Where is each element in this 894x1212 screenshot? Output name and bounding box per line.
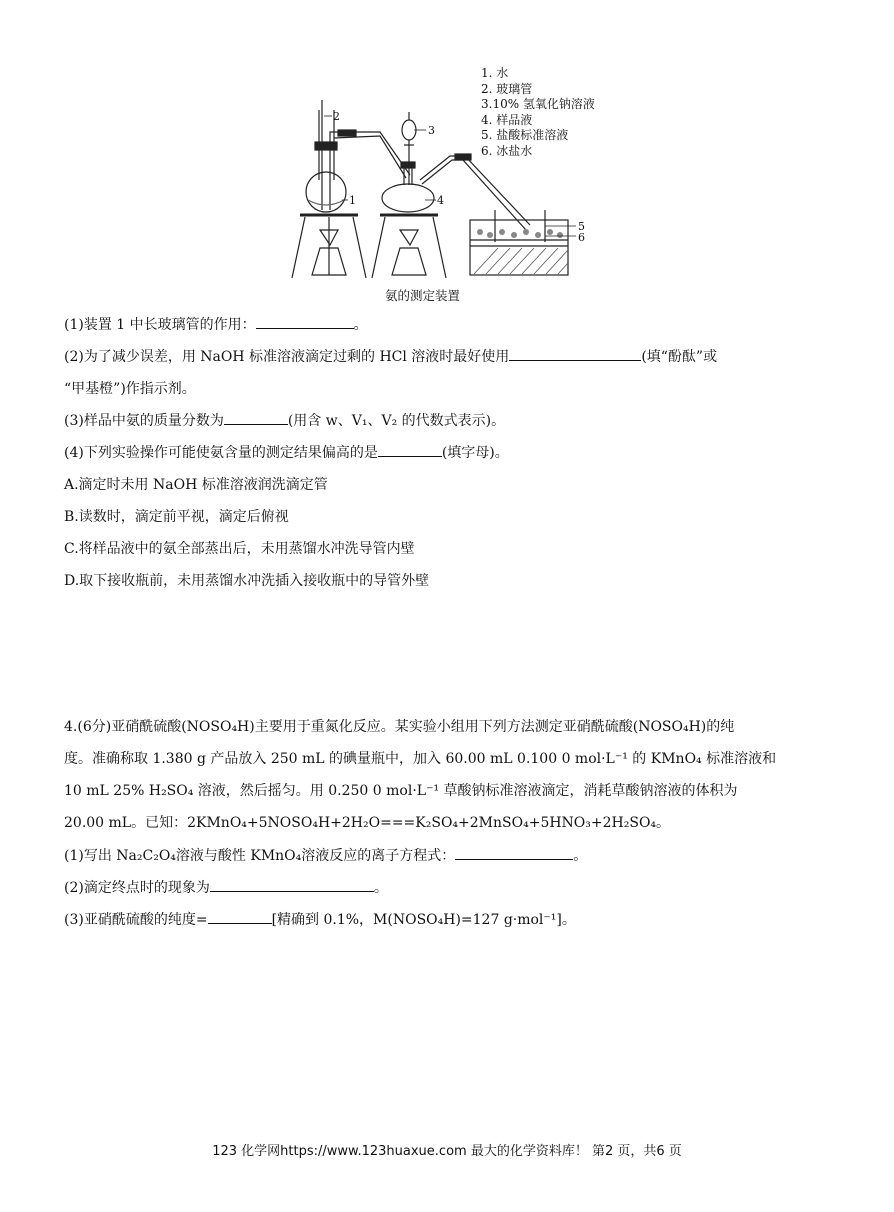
legend-item: 6. 冰盐水 xyxy=(481,143,533,158)
page-footer: 123 化学网https://www.123huaxue.com 最大的化学资料库！ 第2 页，共6 页 xyxy=(212,1144,682,1159)
option-c: C.将样品液中的氨全部蒸出后，未用蒸馏水冲洗导管内壁 xyxy=(64,541,415,557)
legend-item: 2. 玻璃管 xyxy=(481,81,533,96)
legend-item: 1. 水 xyxy=(481,66,509,80)
q3-part1-text: (1)装置 1 中长玻璃管的作用： xyxy=(64,317,256,333)
q4-part3 xyxy=(64,909,576,929)
answer-blank[interactable] xyxy=(224,412,288,425)
legend-item: 5. 盐酸标准溶液 xyxy=(481,128,569,142)
q3-part3-text: (3)样品中氨的质量分数为 xyxy=(64,413,224,429)
answer-blank[interactable] xyxy=(509,348,641,361)
option-d: D.取下接收瓶前，未用蒸馏水冲洗插入接收瓶中的导管外壁 xyxy=(64,573,430,589)
callout-2: 2 xyxy=(333,110,340,123)
q3-part3 xyxy=(64,410,505,430)
q4-stem-line3: 10 mL 25% H₂SO₄ 溶液，然后摇匀。用 0.250 0 mol·L⁻¹ 草酸钠标准溶液滴定，消耗草酸钠溶液的体积为 xyxy=(64,783,738,799)
figure-caption: 氨的测定装置 xyxy=(385,288,461,303)
q4-stem-line2: 度。准确称取 1.380 g 产品放入 250 mL 的碘量瓶中，加入 60.00 mL 0.100 0 mol·L⁻¹ 的 KMnO₄ 标准溶液和 xyxy=(64,751,777,767)
q4-part3-text: (3)亚硝酰硫酸的纯度= xyxy=(64,912,208,928)
q4-part1-text: (1)写出 Na₂C₂O₄溶液与酸性 KMnO₄溶液反应的离子方程式： xyxy=(64,848,456,864)
q4-stem-line4: 20.00 mL。已知：2KMnO₄+5NOSO₄H+2H₂O===K₂SO₄+2MnSO₄+5HNO₃+2H₂SO₄。 xyxy=(64,815,671,831)
q4-stem-line1: 4.(6分)亚硝酰硫酸(NOSO₄H)主要用于重氮化反应。某实验小组用下列方法测定亚硝酰硫酸(NOSO₄H)的纯 xyxy=(64,719,735,735)
q3-part4 xyxy=(64,442,509,462)
answer-blank[interactable] xyxy=(455,847,573,860)
q3-part2 xyxy=(64,346,717,366)
answer-blank[interactable] xyxy=(378,444,442,457)
q3-part2-end: (填“酚酞”或 xyxy=(641,349,718,365)
q3-part3-end: (用含 w、V₁、V₂ 的代数式表示)。 xyxy=(287,413,506,429)
legend-item: 4. 样品液 xyxy=(481,112,533,127)
callout-6: 6 xyxy=(578,231,585,244)
option-b: B.读数时，滴定前平视，滴定后俯视 xyxy=(64,509,289,525)
figure-legend xyxy=(481,66,595,159)
q3-part4-text: (4)下列实验操作可能使氨含量的测定结果偏高的是 xyxy=(64,445,378,461)
q4-part3-end: [精确到 0.1%，M(NOSO₄H)=127 g·mol⁻¹]。 xyxy=(271,912,576,928)
answer-blank[interactable] xyxy=(256,316,354,329)
q4-part1-end: 。 xyxy=(573,848,588,864)
callout-1: 1 xyxy=(349,194,356,207)
answer-blank[interactable] xyxy=(210,879,374,892)
option-a: A.滴定时未用 NaOH 标准溶液润洗滴定管 xyxy=(64,477,328,493)
q4-part2 xyxy=(64,877,388,897)
q4-part1 xyxy=(64,845,587,865)
q3-part2-cont: “甲基橙”)作指示剂。 xyxy=(64,381,196,397)
legend-item: 3.10% 氢氧化钠溶液 xyxy=(481,97,595,111)
q3-part1 xyxy=(64,314,368,334)
callout-5: 5 xyxy=(578,220,585,233)
q4-part2-text: (2)滴定终点时的现象为 xyxy=(64,880,210,896)
q3-part2-text: (2)为了减少误差，用 NaOH 标准溶液滴定过剩的 HCl 溶液时最好使用 xyxy=(64,349,510,365)
q4-part2-end: 。 xyxy=(373,880,388,896)
q3-part1-end: 。 xyxy=(353,317,368,333)
q3-part4-end: (填字母)。 xyxy=(441,445,509,461)
callout-4: 4 xyxy=(437,194,444,207)
answer-blank[interactable] xyxy=(208,911,272,924)
callout-3: 3 xyxy=(428,124,435,137)
